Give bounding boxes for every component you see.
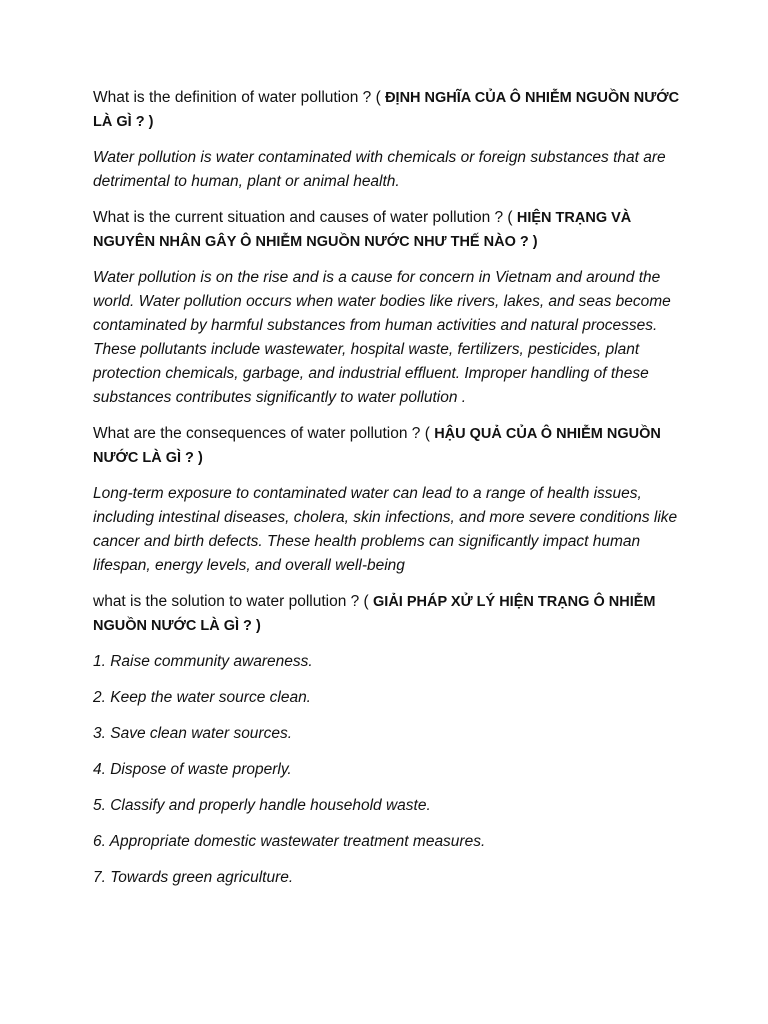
question-situation bbox=[93, 206, 688, 254]
solution-item: 5. Classify and properly handle household waste. bbox=[93, 797, 431, 814]
solution-item: 4. Dispose of waste properly. bbox=[93, 761, 292, 778]
question-consequences-vi: HẬU QUẢ CỦA Ô NHIỄM NGUỒN NƯỚC LÀ GÌ ? ) bbox=[93, 426, 661, 466]
question-definition-vi: ĐỊNH NGHĨA CỦA Ô NHIỄM NGUỒN NƯỚC LÀ GÌ ? ) bbox=[93, 90, 680, 130]
question-definition bbox=[93, 86, 688, 134]
solution-item: 7. Towards green agriculture. bbox=[93, 869, 294, 886]
answer-definition: Water pollution is water contaminated with chemicals or foreign substances that are detrimental to human, plant or animal health. bbox=[93, 149, 666, 190]
solution-item: 6. Appropriate domestic wastewater treatment measures. bbox=[93, 833, 486, 850]
question-situation-vi: HIỆN TRẠNG VÀ NGUYÊN NHÂN GÂY Ô NHIỄM NGUỒN NƯỚC NHƯ THẾ NÀO ? ) bbox=[93, 210, 632, 250]
answer-consequences: Long-term exposure to contaminated water can lead to a range of health issues, including intestinal diseases, cholera, skin infections, and more severe conditions like cancer and birth defects. These health problems can significantly impact human lifespan, energy levels, and overall well-being bbox=[93, 485, 678, 574]
question-solution-vi: GIẢI PHÁP XỬ LÝ HIỆN TRẠNG Ô NHIỄM NGUỒN NƯỚC LÀ GÌ ? ) bbox=[93, 594, 656, 634]
solution-item: 1. Raise community awareness. bbox=[93, 653, 313, 670]
solution-item: 3. Save clean water sources. bbox=[93, 725, 293, 742]
question-solution-en: what is the solution to water pollution ? ( bbox=[93, 593, 374, 610]
question-consequences bbox=[93, 422, 688, 470]
question-situation-en: What is the current situation and causes of water pollution ? ( bbox=[93, 209, 517, 226]
answer-situation: Water pollution is on the rise and is a cause for concern in Vietnam and around the world. Water pollution occurs when water bodies like rivers, lakes, and seas become contaminated by harmful substances from human activities and natural processes. These pollutants include wastewater, hospital waste, fertilizers, pesticides, plant protection chemicals, garbage, and industrial effluent. Improper handling of these substances contributes significantly to water pollution . bbox=[93, 269, 671, 406]
question-consequences-en: What are the consequences of water pollution ? ( bbox=[93, 425, 435, 442]
question-solution bbox=[93, 590, 688, 638]
solution-list bbox=[93, 650, 688, 890]
question-definition-en: What is the definition of water pollution ? ( bbox=[93, 89, 386, 106]
solution-item: 2. Keep the water source clean. bbox=[93, 689, 311, 706]
